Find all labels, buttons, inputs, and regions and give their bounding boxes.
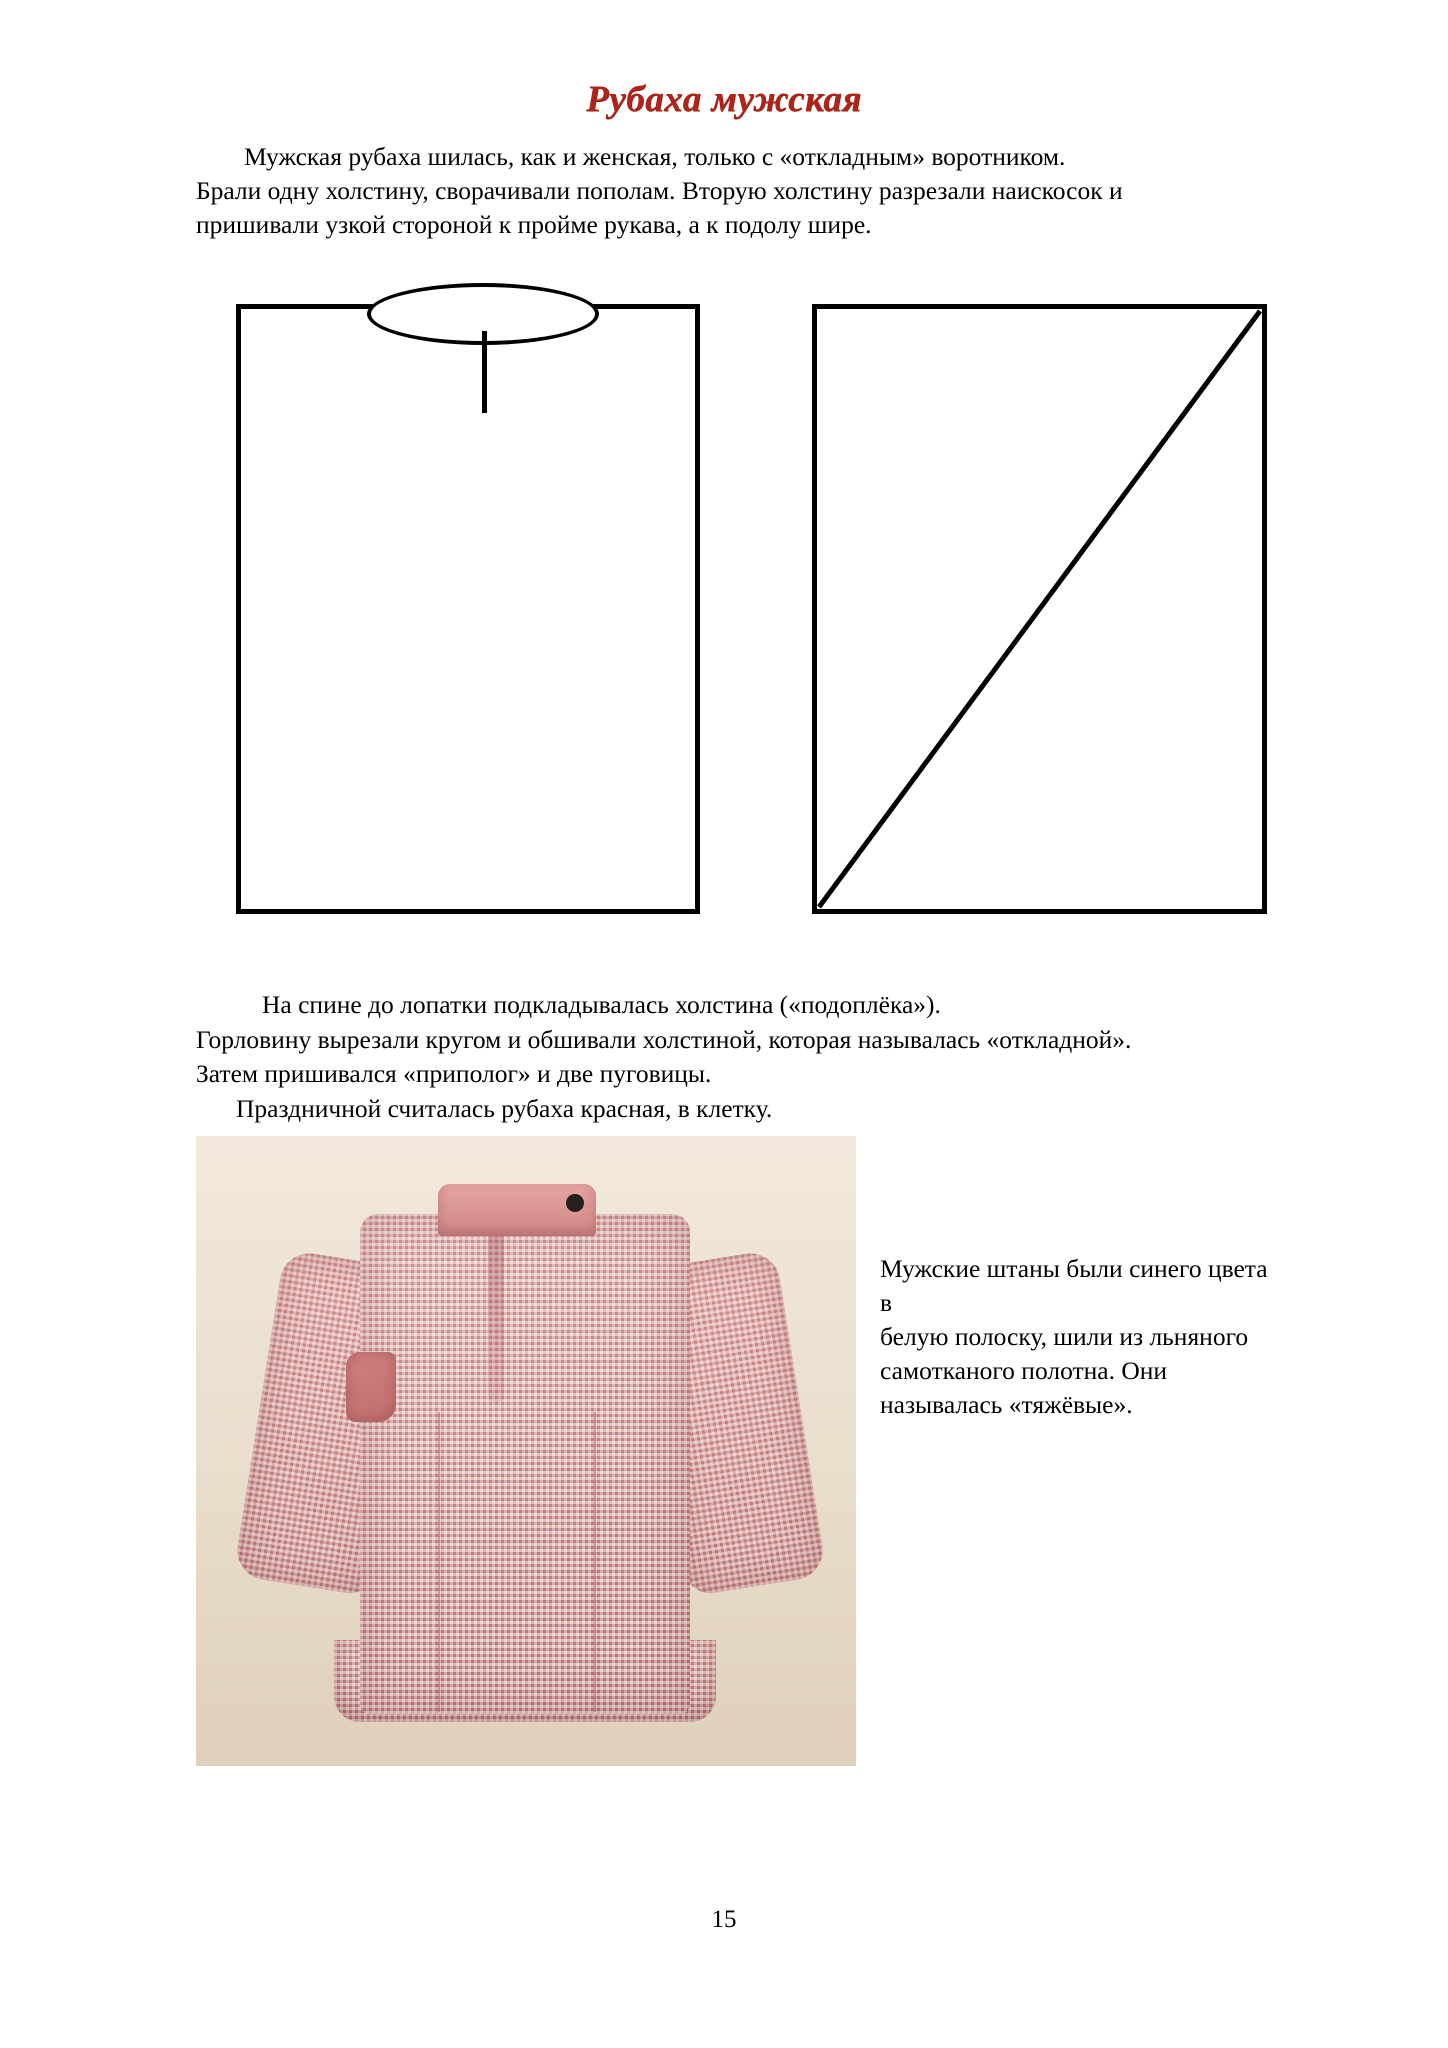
shirt-illustration	[242, 1172, 818, 1744]
shirt-seam-left	[438, 1412, 440, 1712]
intro-line-2: Брали одну холстину, сворачивали пополам. Вторую холстину разрезали наискосок и	[196, 176, 1123, 206]
intro-line-1: Мужская рубаха шилась, как и женская, только с «откладным» воротником.	[244, 142, 1066, 171]
shirt-placket	[488, 1232, 504, 1402]
diagonal-cut-line-icon	[817, 309, 1262, 909]
figure-shirt-pattern	[236, 304, 700, 914]
collar-button-icon	[566, 1194, 584, 1212]
figure-diagonal-cut	[812, 304, 1267, 914]
intro-line-3: пришивали узкой стороной к пройме рукава, а к подолу шире.	[196, 210, 872, 240]
middle-line-3: Затем пришивался «приполог» и две пуговицы.	[196, 1059, 712, 1089]
middle-line-4: Праздничной считалась рубаха красная, в клетку.	[236, 1094, 773, 1124]
middle-line-1: На спине до лопатки подкладывалась холстина («подоплёка»).	[262, 990, 941, 1019]
middle-paragraph	[196, 988, 1286, 1127]
neck-slit-icon	[482, 331, 487, 413]
page-number: 15	[711, 1906, 737, 1933]
side-caption-line-4: называлась «тяжёвые».	[880, 1389, 1133, 1419]
pattern-diagrams	[0, 296, 1448, 936]
shirt-photograph	[196, 1136, 856, 1766]
shirt-seam-right	[594, 1412, 596, 1712]
shirt-body	[360, 1214, 690, 1714]
side-caption-line-3: самотканого полотна. Они	[880, 1355, 1168, 1385]
shirt-patch	[346, 1352, 396, 1422]
side-caption-line-1: Мужские штаны были синего цвета в	[880, 1254, 1268, 1317]
middle-line-2: Горловину вырезали кругом и обшивали холстиной, которая называлась «откладной».	[196, 1024, 1132, 1054]
side-caption-line-2: белую полоску, шили из льняного	[880, 1321, 1249, 1351]
side-caption	[880, 1252, 1270, 1422]
intro-paragraph	[196, 140, 1276, 242]
page-title: Рубаха мужская	[586, 79, 862, 120]
